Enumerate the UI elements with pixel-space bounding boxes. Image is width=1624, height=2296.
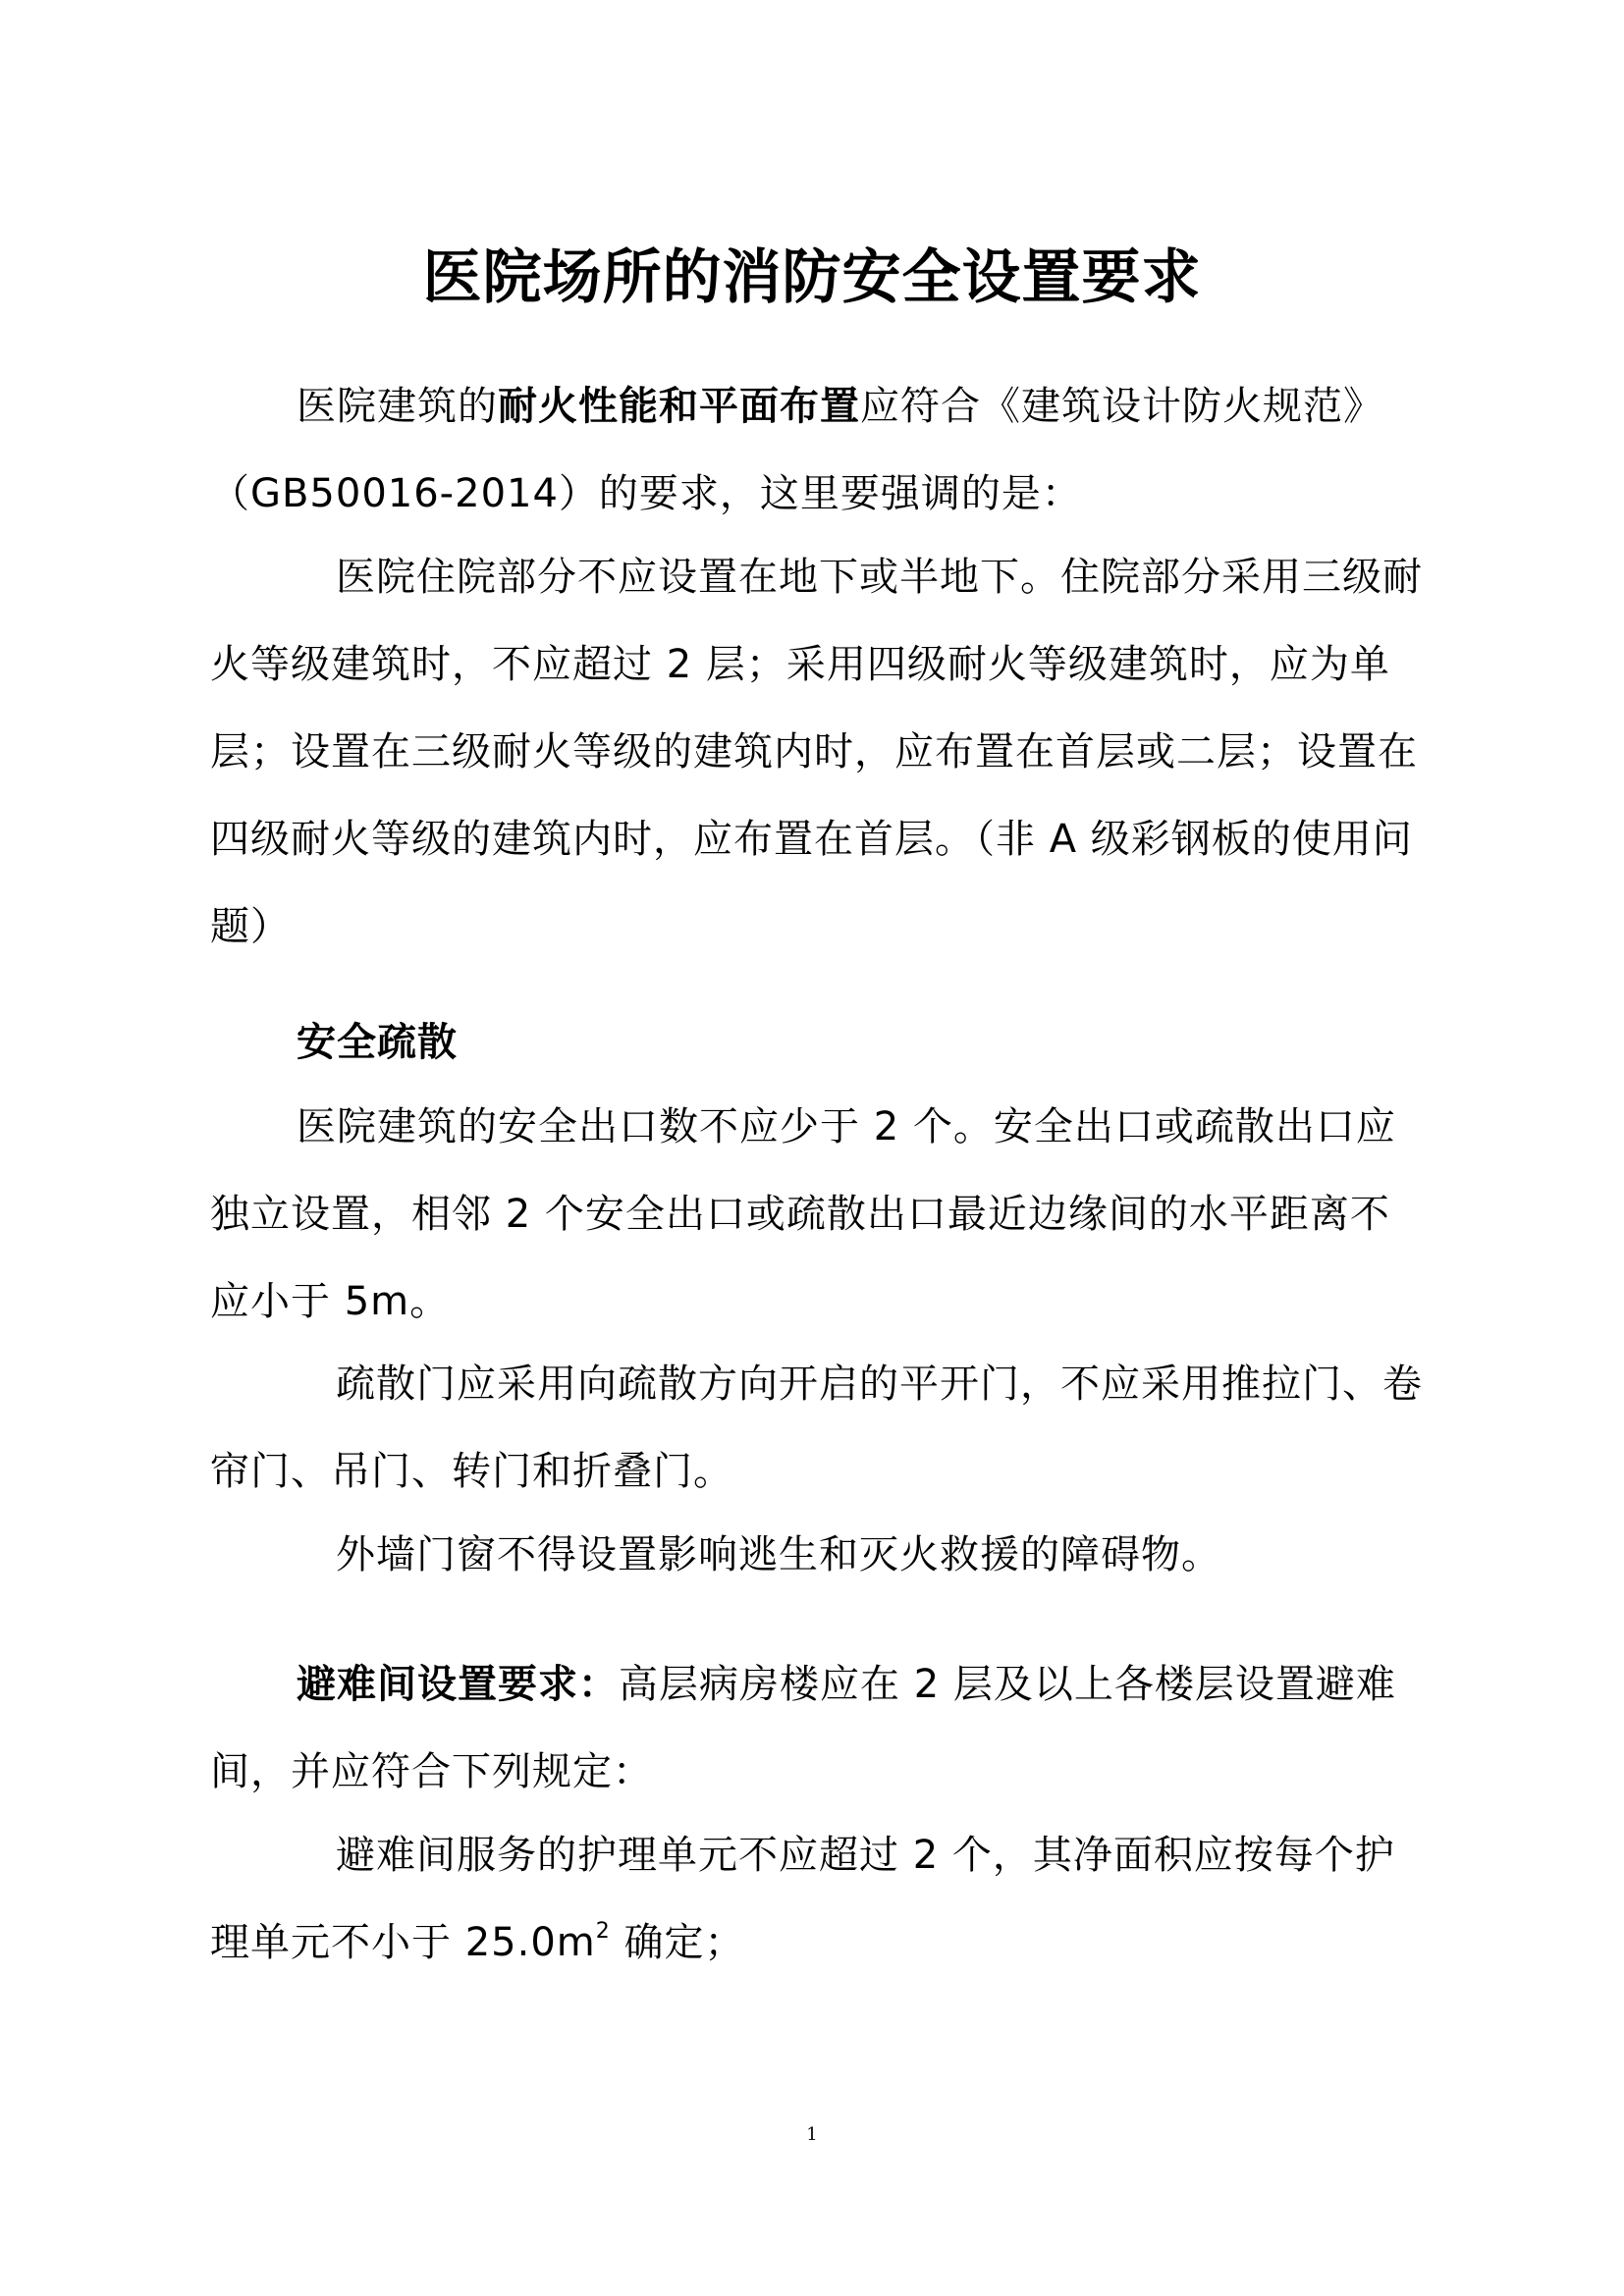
paragraph-fire-resistance	[210, 363, 1428, 538]
p7-tail: 确定；	[610, 1920, 745, 1965]
p6-rest: 高层病房楼应在 2 层及以上各楼层设置避难间，并应符合下列规定：	[210, 1662, 1396, 1794]
p6-bold-term: 避难间设置要求：	[297, 1662, 619, 1707]
p7-superscript: 2	[595, 1919, 611, 1944]
paragraph-refuge-room	[210, 1641, 1428, 1816]
paragraph-refuge-area	[210, 1812, 1428, 1987]
paragraph-exterior-windows: 外墙门窗不得设置影响逃生和灭火救援的障碍物。	[336, 1532, 1221, 1577]
p1-lead: 医院建筑的	[297, 384, 498, 429]
paragraph-evacuation-doors: 疏散门应采用向疏散方向开启的平开门，不应采用推拉门、卷帘门、吊门、转门和折叠门。	[210, 1362, 1423, 1494]
p1-rest: 应符合《建筑设计防火规范》（GB50016-2014）的要求，这里要强调的是：	[210, 384, 1383, 516]
heading-safe-evacuation: 安全疏散	[297, 1020, 458, 1065]
paragraph-safety-exits: 医院建筑的安全出口数不应少于 2 个。安全出口或疏散出口应独立设置，相邻 2 个安全出口或疏散出口最近边缘间的水平距离不应小于 5m。	[210, 1104, 1396, 1324]
document-title: 医院场所的消防安全设置要求	[422, 243, 1202, 312]
page-number: 1	[806, 2124, 818, 2145]
p1-bold-term: 耐火性能和平面布置	[498, 384, 860, 429]
p7-text: 避难间服务的护理单元不应超过 2 个，其净面积应按每个护理单元不小于 25.0m	[210, 1833, 1395, 1965]
paragraph-inpatient-location: 医院住院部分不应设置在地下或半地下。住院部分采用三级耐火等级建筑时，不应超过 2 层；采用四级耐火等级建筑时，应为单层；设置在三级耐火等级的建筑内时，应布置在首层或二层；设置在四级耐火等级的建筑内时，应布置在首层。（非 A 级彩钢板的使用问题）	[210, 555, 1423, 949]
